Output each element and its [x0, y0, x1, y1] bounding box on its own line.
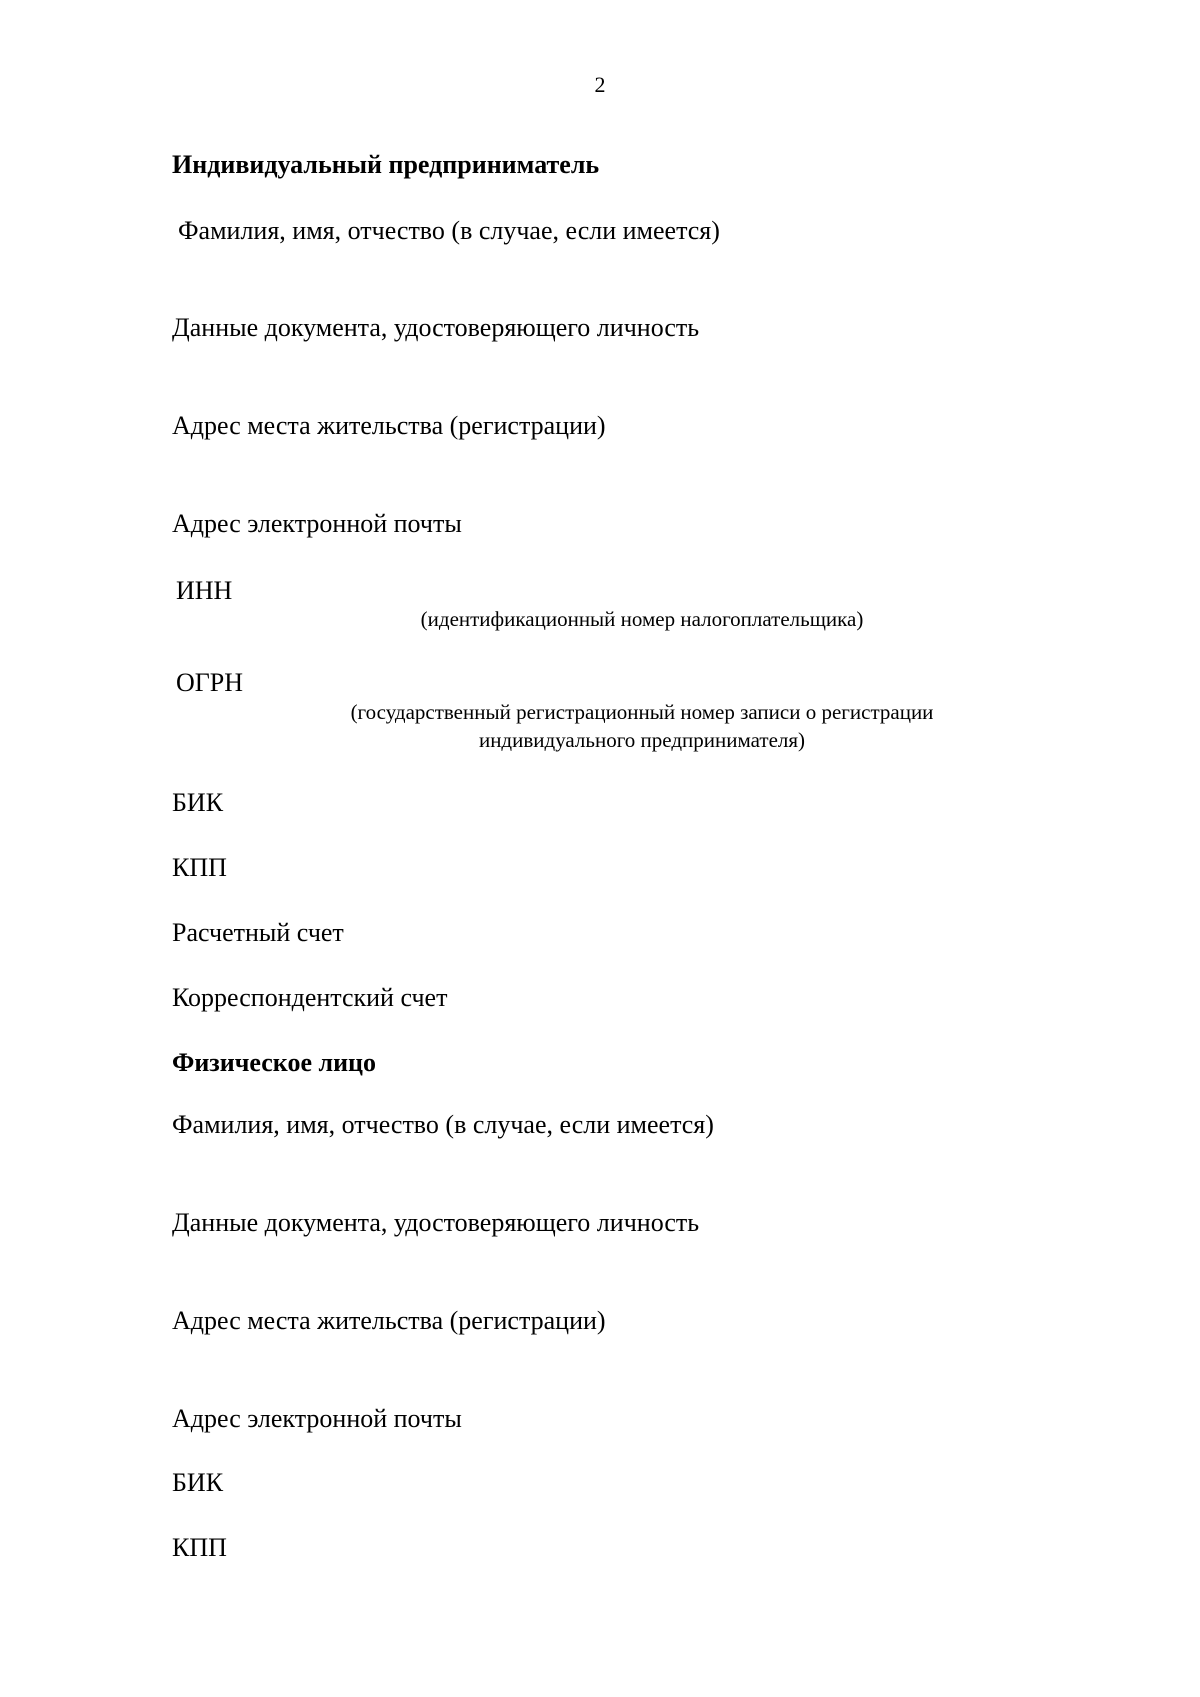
entrepreneur-residence-address-label: Адрес места жительства (регистрации) [172, 411, 606, 440]
entrepreneur-full-name-label: Фамилия, имя, отчество (в случае, если имеется) [178, 216, 720, 245]
entrepreneur-correspondent-account-label: Корреспондентский счет [172, 983, 448, 1012]
entrepreneur-kpp-label: КПП [172, 853, 227, 882]
entrepreneur-inn-note: (идентификационный номер налогоплательщика) [420, 607, 864, 631]
individual-email-label: Адрес электронной почты [172, 1404, 462, 1433]
entrepreneur-ogrn-note-line1: (государственный регистрационный номер записи о регистрации [350, 700, 934, 724]
entrepreneur-ogrn-note-line2: индивидуального предпринимателя) [478, 728, 806, 752]
entrepreneur-settlement-account-label: Расчетный счет [172, 918, 344, 947]
individual-heading: Физическое лицо [172, 1048, 377, 1077]
individual-id-document-label: Данные документа, удостоверяющего личность [172, 1208, 700, 1237]
individual-full-name-label: Фамилия, имя, отчество (в случае, если имеется) [172, 1110, 714, 1139]
entrepreneur-ogrn-label: ОГРН [176, 668, 244, 697]
individual-bik-label: БИК [172, 1468, 224, 1497]
individual-kpp-label: КПП [172, 1533, 227, 1562]
entrepreneur-inn-label: ИНН [176, 576, 233, 605]
page-number: 2 [594, 72, 606, 97]
individual-residence-address-label: Адрес места жительства (регистрации) [172, 1306, 606, 1335]
entrepreneur-id-document-label: Данные документа, удостоверяющего личность [172, 313, 700, 342]
entrepreneur-bik-label: БИК [172, 788, 224, 817]
entrepreneur-heading: Индивидуальный предприниматель [172, 150, 600, 179]
entrepreneur-email-label: Адрес электронной почты [172, 509, 462, 538]
